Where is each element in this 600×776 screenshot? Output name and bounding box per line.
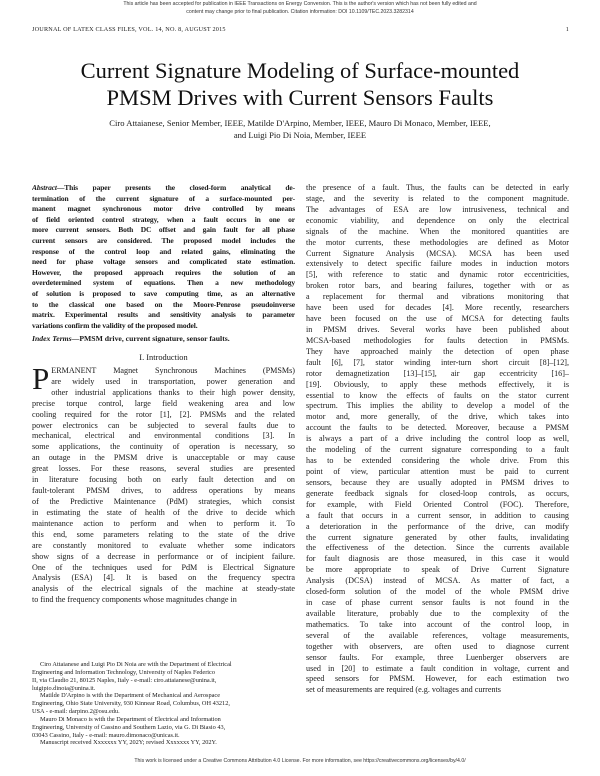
title-line: Current Signature Modeling of Surface-mounted (80, 58, 520, 83)
notice-line: content may change prior to final publication. Citation information: DOI 10.1109/TEC.2023.3282314 (186, 8, 414, 15)
body-line: set of measurements are required (e.g. voltages and currents (306, 685, 501, 695)
footnote-line: Manuscript received Xxxxxxx YY, 202Y; revised Xxxxxxx YY, 202Y. (40, 739, 217, 747)
body-line: available literature, probably due to the complexity of the (306, 608, 569, 618)
body-line: precise torque control, large field weakening area and low (32, 398, 295, 408)
abstract-line: matrix. Experimental results and sensitivity analysis to parameter (32, 310, 295, 320)
publication-notice (0, 1, 600, 16)
author-line: and Luigi Pio Di Noia, Member, IEEE (233, 130, 367, 141)
body-line: mathematics. To take into account of the control loop, in (306, 619, 569, 629)
body-line: Analysis (DCSA) instead of MCSA. As matter of fact, a (306, 576, 569, 586)
body-line: the modeling of the current signature corresponding to a fault (306, 445, 569, 455)
journal-name: JOURNAL OF LATEX CLASS FILES, VOL. 14, NO. 8, AUGUST 2015 (32, 26, 226, 33)
body-line: in case of phase current sensor faults is not found in the (306, 598, 569, 608)
body-line: together with observers, are often used to diagnose current (306, 641, 569, 651)
body-line: extensively to detect specific failure modes in induction motors (306, 259, 569, 269)
abstract-line: variations confirm the validity of the proposed model. (32, 320, 198, 330)
abstract (32, 183, 295, 331)
body-line: a deterioration in the performance of the drive, can modify (306, 521, 569, 531)
index-terms-lead: Index Terms (32, 334, 72, 344)
body-line: stage, and the severity is related to the component magnitude. (306, 193, 569, 203)
footnotes (32, 661, 295, 747)
footnote-line: Ciro Attaianese and Luigi Pio Di Noia are with the Department of Electrical (40, 661, 232, 668)
body-line: be more appropriate to speak of Drive Current Signature (306, 565, 569, 575)
body-line: fault-tolerant PMSM drives, to address operations by means (32, 486, 295, 496)
body-line: to find the frequency components whose magnitudes change in (32, 595, 237, 605)
author-line: Ciro Attaianese, Senior Member, IEEE, Matilde D'Arpino, Member, IEEE, Mauro Di Monaco, Member, IEEE, (109, 118, 491, 128)
body-line: broken rotor bars, and bearing failures, together with or as (306, 281, 569, 291)
body-line: Current Signature Analysis (MCSA). MCSA has been used (306, 248, 569, 258)
body-line: this end, some parameters relating to the state of the drive (32, 529, 295, 539)
body-line: a fault that occurs in a current sensor, in addition to causing (306, 510, 569, 520)
body-line: account the faults to be detected. Moreover, because a PMSM (306, 423, 569, 433)
body-line: maintenance action to perform and when to perform it. To (32, 518, 295, 528)
footnote-line: USA - e-mail: darpino.2@osu.edu. (32, 708, 120, 716)
body-line: of the Predictive Maintenance (PdM) strategies, which consist (32, 496, 295, 506)
abstract-text: —This paper presents the closed-form analytical de- (56, 183, 295, 192)
body-line: Analysis (ESA) [4]. It is based on the frequency spectra (32, 573, 295, 583)
license-footer: This work is licensed under a Creative Commons Attribution 4.0 License. For more information, see https://creativecommons.org/licenses/by/4.0/ (134, 758, 466, 764)
body-line: an outage in the PMSM drive is unacceptable or may cause (32, 453, 295, 463)
left-column (32, 183, 295, 606)
body-line: They have approached mainly the detection of open phase (306, 346, 569, 356)
abstract-line: of solution is proposed to save computing time, as an alternative (32, 288, 295, 298)
abstract-line: current sensors are considered. The proposed model includes the (32, 235, 295, 245)
index-terms-text: —PMSM drive, current signature, sensor faults. (71, 334, 230, 344)
body-line: spectrum. This implies the ability to develop a model of the (306, 401, 569, 411)
abstract-lead: Abstract (32, 183, 57, 192)
footnote-line: II, via Claudio 21, 80125 Naples, Italy - e-mail: ciro.attaianese@unina.it, (32, 676, 217, 684)
body-line: in PMSM drives. Several works have been published about (306, 324, 569, 334)
footnote-line: Engineering and Information Technology, University of Naples Federico (32, 668, 215, 676)
body-line: a replacement for thermal and vibrations monitoring that (306, 292, 569, 302)
author-list (30, 117, 570, 142)
footnote-line: Matilde D'Arpino is with the Department of Mechanical and Aerospace (40, 692, 221, 700)
index-terms (32, 334, 295, 345)
body-line: other industrial applications thanks to their high power density, (51, 387, 295, 397)
page-number: 1 (565, 26, 569, 33)
footnote-line: Mauro Di Monaco is with the Department of Electrical and Information (40, 715, 221, 723)
body-line: fault [6], [7], stator winding inter-turn short circuit [8]–[12], (306, 357, 569, 367)
body-line: the motor currents, these methodologies are defined as Motor (306, 237, 569, 247)
body-line: for fault diagnosis are those measured, in this case it would (306, 554, 569, 564)
abstract-line: overdetermined system of equations. Then a new methodology (32, 278, 295, 288)
body-line: rotor demagnetization [13]–[15], air gap eccentricity [16]– (306, 368, 569, 378)
body-line: has to be extended considering the whole drive. From this (306, 456, 569, 466)
body-line: the current signature generated by other faults, invalidating (306, 532, 569, 542)
body-line: [5], with reference to static and dynamic rotor eccentricities, (306, 270, 569, 280)
body-line: are constantly monitored to evaluate whether some indicators (32, 540, 295, 550)
body-line: the presence of a fault. Thus, the faults can be detected in early (306, 183, 569, 192)
introduction-text (32, 360, 295, 606)
body-line: mechanical, electrical and environmental conditions [3]. In (32, 431, 295, 441)
body-line: some applications, the continuity of operation is necessary, so (32, 442, 295, 452)
abstract-line: manent magnet synchronous motor drive controlled by means (32, 204, 295, 214)
footnote-line: 03043 Cassino, Italy - e-mail: mauro.dimonaco@unicas.it. (32, 731, 180, 739)
body-line: several of the available references, voltage measurements, (306, 630, 569, 640)
body-line: used in [20] to estimate a fault condition in voltage, current and (306, 663, 569, 673)
abstract-line: need for phase voltage sensors and complicated state estimation. (32, 257, 295, 267)
footnote-line: Engineering, University of Cassino and Southern Lazio, via G. Di Biasio 43, (32, 723, 226, 731)
notice-line: This article has been accepted for publication in IEEE Transactions on Energy Conversion. This is the author's version which has not been fully edited and (123, 1, 477, 7)
body-line: power electronics can be subjected to several faults due to (32, 420, 295, 430)
body-line: in estimating the state of health of the drive to decide which (32, 507, 295, 517)
footnote-line: Engineering, Ohio State University, 930 Kinnear Road, Columbus, OH 43212, (32, 700, 230, 708)
abstract-line: of field oriented control strategy, when a fault occurs in one or (32, 214, 295, 224)
body-line: MCSA-based methodologies for faults detection in PMSMs. (306, 335, 569, 345)
body-line: essential to know the effects of faults on the stator current (306, 390, 569, 400)
body-line: speed sensors for PMSM. However, for each estimation two (306, 674, 569, 684)
section-heading: I. Introduction (139, 352, 188, 362)
body-line: sensor faults. For example, three Luenberger observers are (306, 652, 569, 662)
body-line: great losses. For these reasons, several studies are presented (32, 464, 295, 474)
body-line: One of the techniques used for PdM is Electrical Signature (32, 562, 295, 572)
body-line: cooling required for the rotor [1], [2]. PMSMs and the related (32, 409, 295, 419)
abstract-line (32, 183, 295, 194)
footnote-line: luigipio.dinoia@unina.it. (32, 684, 96, 692)
body-line: point of view, particular attention must be paid to current (306, 466, 569, 476)
body-line: sensors, because they are usually adopted in PMSM drives to (306, 477, 569, 487)
running-header (32, 26, 569, 33)
body-line: is always a part of a drive including the control loop as well, (306, 434, 569, 444)
body-line: signals of the machine. When the monitored quantities are (306, 226, 569, 236)
body-line: have been focused on the use of MCSA for detecting faults (306, 314, 569, 324)
abstract-line: response of the control loop and related gains, eliminating the (32, 246, 295, 256)
body-line: are widely used in transportation, power generation and (51, 376, 295, 386)
abstract-line: more current sensors. Both DC offset and gain fault for all phase (32, 225, 295, 235)
body-line: show signs of a decrease in performance or of incipient failure. (32, 551, 295, 561)
right-column (306, 183, 569, 696)
body-line: in literature focusing both on early fault detection and on (32, 475, 295, 485)
body-line: motor and, more generally, of the drive, which takes into (306, 412, 569, 422)
body-line: the effectiveness of the detection. Since the currents available (306, 543, 569, 553)
abstract-line: to the classical one based on the Moore-Penrose pseudoinverse (32, 299, 295, 309)
body-line: closed-form solution of the model of the whole PMSM drive (306, 587, 569, 597)
drop-cap: P (32, 360, 50, 396)
paper-title (30, 57, 570, 111)
body-line: analysis of the electrical signals of the machine at steady-state (32, 584, 295, 594)
body-line: economic viability, and dependence on only the electrical (306, 215, 569, 225)
body-line: [19]. Obviously, to apply these methods effectively, it is (306, 379, 569, 389)
body-line: for example, with Field Oriented Control (FOC). Therefore, (306, 499, 569, 509)
body-line: generate feedback signals for closed-loop controls, as occurs, (306, 488, 569, 498)
title-line: PMSM Drives with Current Sensors Faults (106, 85, 494, 110)
abstract-line: termination of the current signature of a surface-mounted per- (32, 193, 295, 203)
body-line: have been used for decades [4]. More recently, researchers (306, 303, 569, 313)
abstract-line: However, the proposed approach requires the solution of an (32, 267, 295, 277)
body-line: ERMANENT Magnet Synchronous Machines (PMSMs) (51, 365, 295, 375)
body-line: The advantages of ESA are low intrusiveness, technical and (306, 204, 569, 214)
